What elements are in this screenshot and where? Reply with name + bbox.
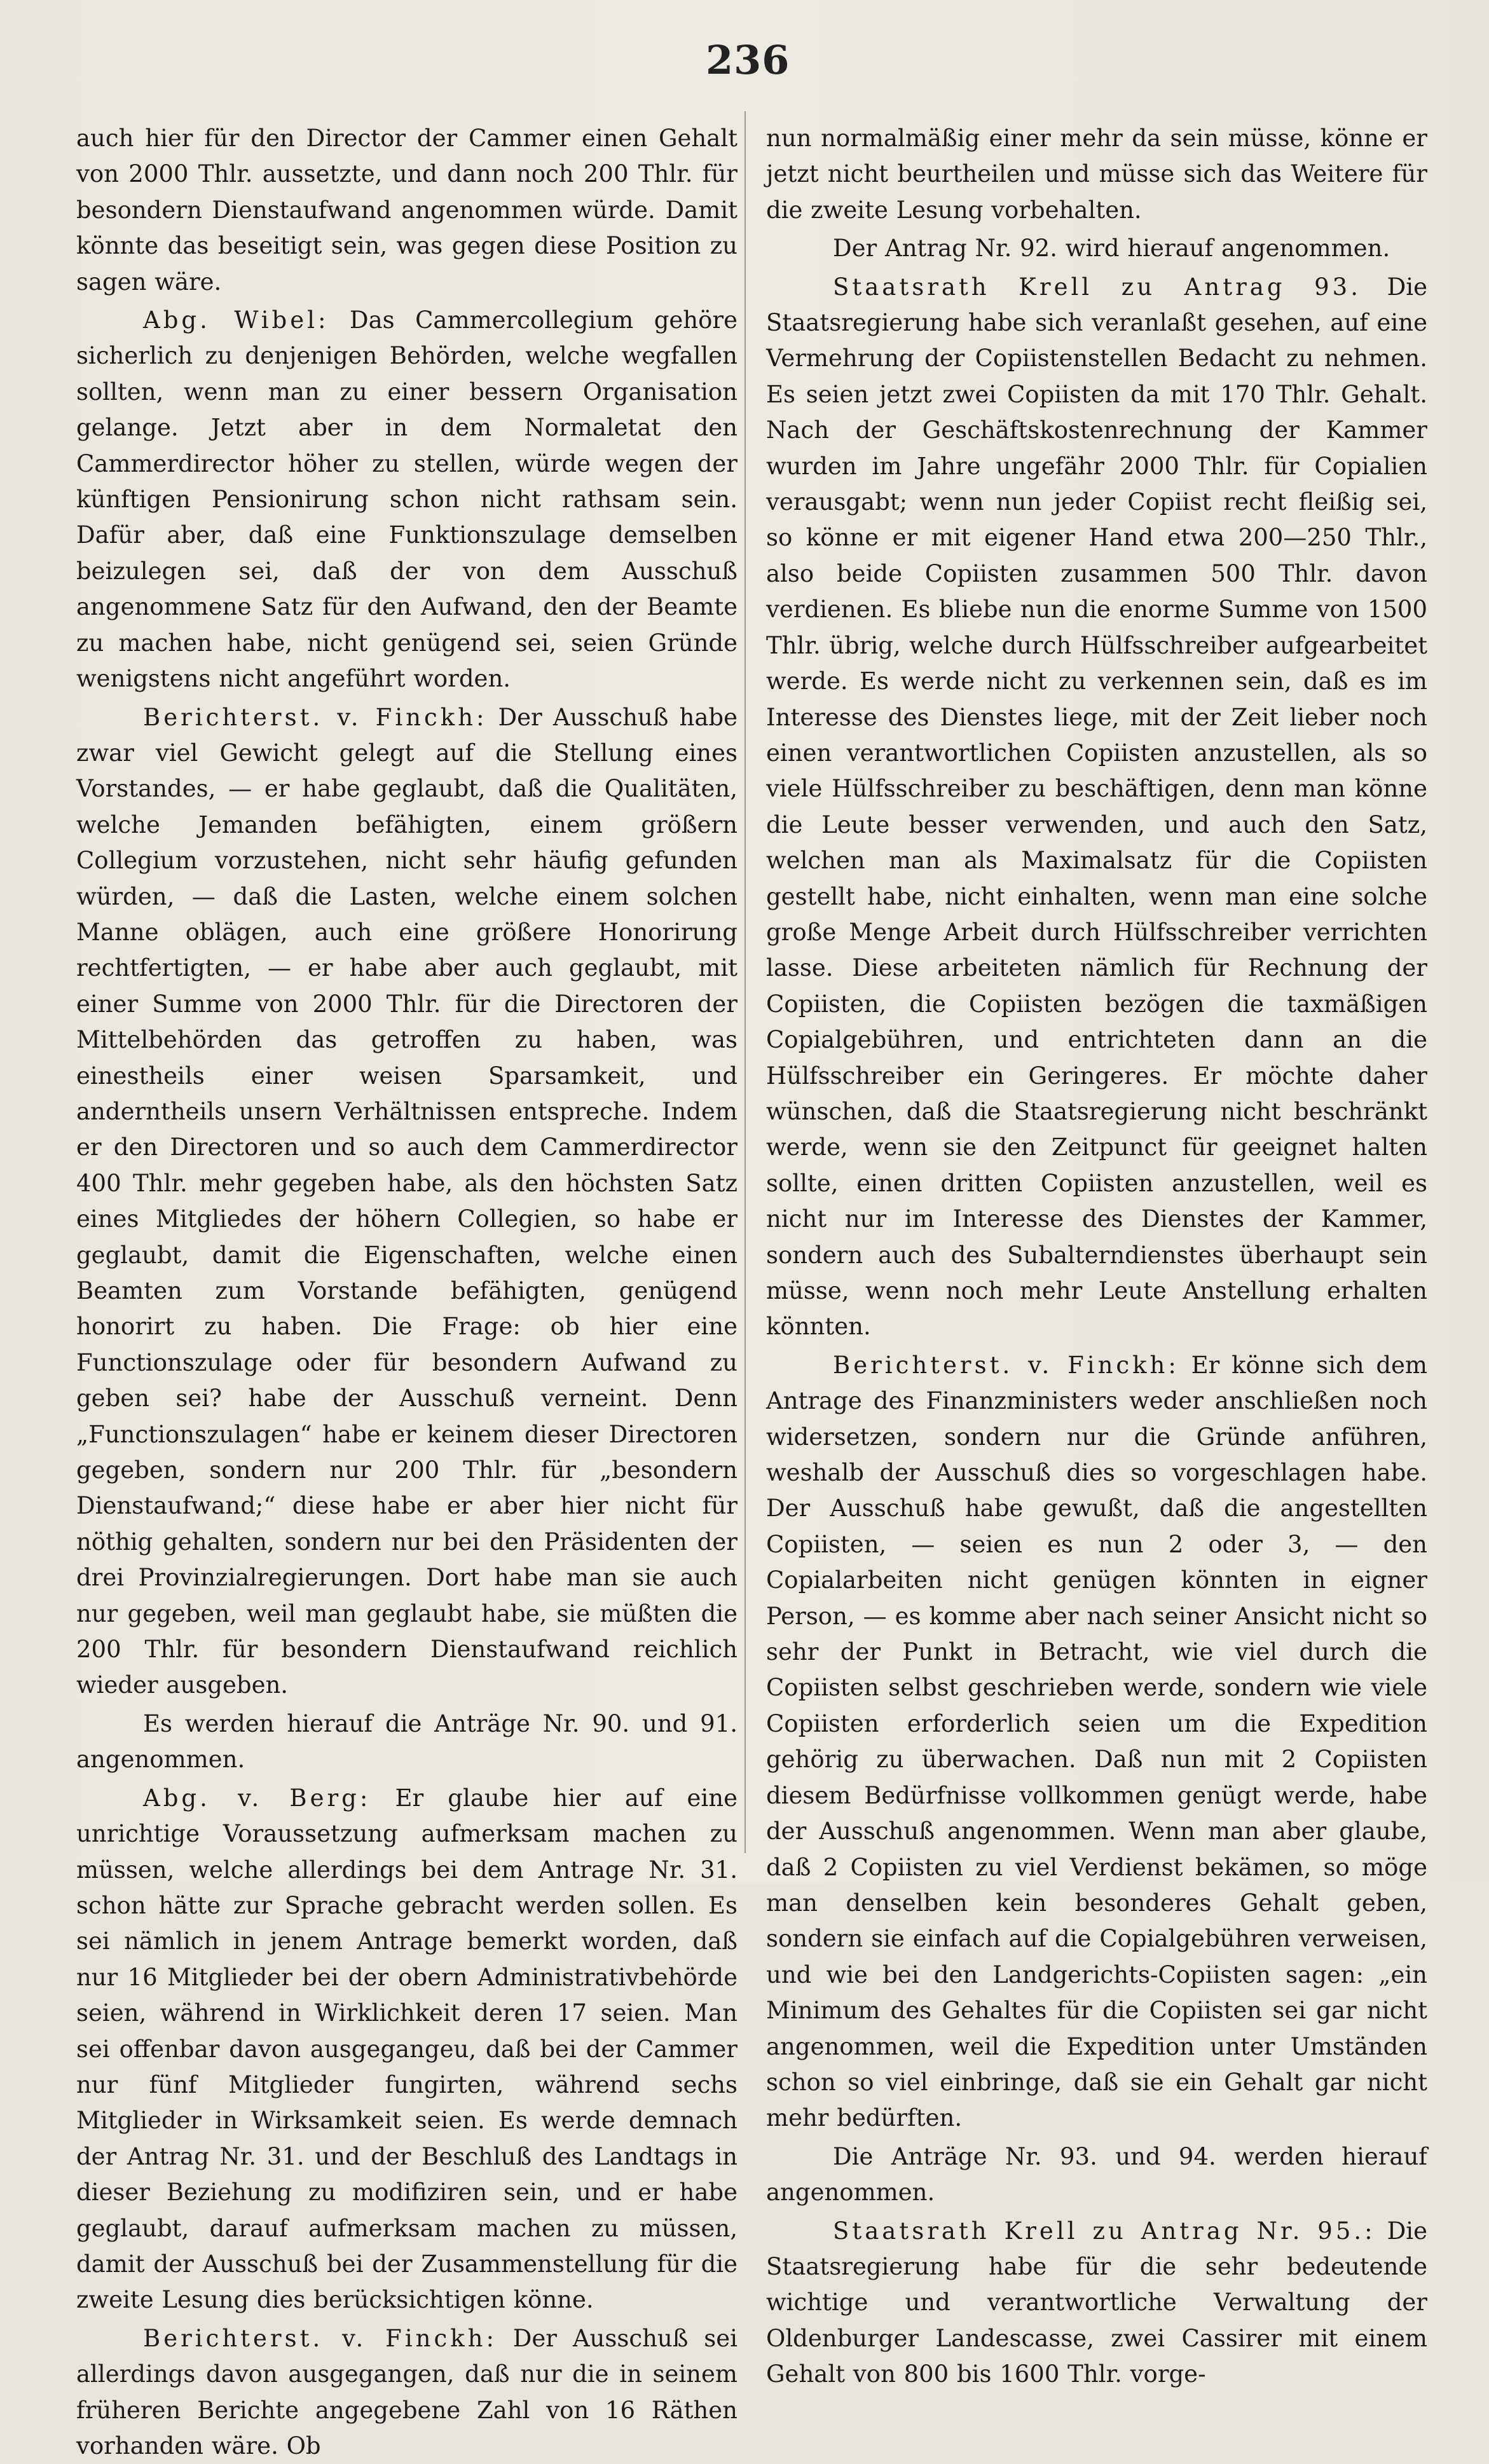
- speaker-name: Staatsrath Krell zu Antrag 93.: [833, 273, 1361, 301]
- paragraph-text: Das Cammercollegium gehöre sicherlich zu denjenigen Behörden, welche wegfallen sollten, wenn man zu einer bessern Organisation gelange. Jetzt aber in dem Normaletat den Cammerdirector höher zu stellen, würde wegen der künftigen Pensionirung schon nicht rathsam sein. Dafür aber, daß eine Funktionszulage demselben beizulegen sei, daß der von dem Ausschuß angenommene Satz für den Aufwand, den der Beamte zu machen habe, nicht genügend sei, seien Gründe wenigstens nicht angeführt worden.: [76, 306, 738, 693]
- paragraph: [766, 270, 1427, 1345]
- paragraph-text: Der Ausschuß sei allerdings davon ausgegangen, daß nur die in seinem früheren Berichte angegebene Zahl von 16 Räthen vorhanden wäre. Ob: [76, 2324, 738, 2460]
- paragraph-text: Er könne sich dem Antrage des Finanzministers weder anschließen noch widersetzen, sondern nur die Gründe anführen, weshalb der Ausschuß dies so vorgeschlagen habe. Der Ausschuß habe gewußt, daß die angestellten Copiisten, — seien es nun 2 oder 3, — den Copialarbeiten nicht genügen könnten in eigner Person, — es komme aber nach seiner Ansicht nicht so sehr der Punkt in Betracht, wie viel durch die Copiisten selbst geschrieben werde, sondern wie viele Copiisten erforderlich seien um die Expedition gehörig zu überwachen. Daß nun mit 2 Copiisten diesem Bedürfnisse vollkommen genügt werde, habe der Ausschuß angenommen. Wenn man aber glaube, daß 2 Copiisten zu viel Verdienst bekämen, so möge man denselben kein besonderes Gehalt geben, sondern sie einfach auf die Copialgebühren verweisen, und wie bei den Landgerichts-Copiisten sagen: „ein Minimum des Gehaltes für die Copiisten sei gar nicht angenommen, weil die Expedition unter Umständen schon so viel einbringe, daß sie ein Gehalt gar nicht mehr bedürften.: [766, 1351, 1427, 2132]
- speaker-name: Abg. Wibel:: [143, 306, 329, 334]
- paragraph: [76, 303, 738, 697]
- paragraph-text: Die Staatsregierung habe sich veranlaßt gesehen, auf eine Vermehrung der Copiistenstellen Bedacht zu nehmen. Es seien jetzt zwei Copiisten da mit 170 Thlr. Gehalt. Nach der Geschäftskostenrechnung der Kammer wurden im Jahre ungefähr 2000 Thlr. für Copialien verausgabt; wenn nun jeder Copiist recht fleißig sei, so könne er mit eigener Hand etwa 200—250 Thlr., also beide Copiisten zusammen 500 Thlr. davon verdienen. Es bliebe nun die enorme Summe von 1500 Thlr. übrig, welche durch Hülfsschreiber aufgearbeitet werde. Es werde nicht zu verkennen sein, daß es im Interesse des Dienstes liege, mit der Zeit lieber noch einen verantwortlichen Copiisten anzustellen, als so viele Hülfsschreiber zu beschäftigen, denn man könne die Leute besser verwenden, und auch den Satz, welchen man als Maximalsatz für die Copiisten gestellt habe, nicht einhalten, wenn man eine solche große Menge Arbeit durch Hülfsschreiber verrichten lasse. Diese arbeiteten nämlich für Rechnung der Copiisten, die Copiisten bezögen die taxmäßigen Copialgebühren, und entrichteten dann an die Hülfsschreiber ein Geringeres. Er möchte daher wünschen, daß die Staatsregierung nicht beschränkt werde, wenn sie den Zeitpunct für geeignet halten sollte, einen dritten Copiisten anzustellen, weil es nicht nur im Interesse des Dienstes der Kammer, sondern auch des Subalterndienstes überhaupt sein müsse, wenn noch mehr Leute Anstellung erhalten könnten.: [766, 273, 1427, 1341]
- paragraph: [766, 2214, 1427, 2393]
- paragraph-text: Die Anträge Nr. 93. und 94. werden hierauf angenommen.: [766, 2142, 1427, 2207]
- paragraph: [766, 231, 1427, 266]
- paragraph-text: auch hier für den Director der Cammer einen Gehalt von 2000 Thlr. aussetzte, und dann noch 200 Thlr. für besondern Dienstaufwand angenommen würde. Damit könnte das beseitigt sein, was gegen diese Position zu sagen wäre.: [76, 125, 738, 296]
- speaker-name: Berichterst. v. Finckh:: [833, 1351, 1179, 1379]
- left-column: [76, 121, 738, 2460]
- paragraph: [76, 1706, 738, 1778]
- speaker-name: Abg. v. Berg:: [143, 1784, 371, 1812]
- right-column: [766, 121, 1428, 2388]
- speaker-name: Staatsrath Krell zu Antrag Nr. 95.:: [833, 2217, 1376, 2245]
- paragraph-text: Der Antrag Nr. 92. wird hierauf angenommen.: [833, 235, 1390, 263]
- paragraph: [766, 2139, 1427, 2211]
- paragraph: [766, 121, 1427, 228]
- speaker-name: Berichterst. v. Finckh:: [143, 703, 488, 731]
- column-divider: [744, 111, 746, 1853]
- paragraph: [76, 1781, 738, 2318]
- paragraph-text: nun normalmäßig einer mehr da sein müsse, könne er jetzt nicht beurtheilen und müsse sich das Weitere für die zweite Lesung vorbehalten.: [766, 125, 1427, 224]
- paragraph: [766, 1348, 1427, 2137]
- paragraph: [76, 121, 738, 300]
- speaker-name: Berichterst. v. Finckh:: [143, 2324, 497, 2352]
- paragraph: [76, 700, 738, 1704]
- paragraph-text: Er glaube hier auf eine unrichtige Voraussetzung aufmerksam machen zu müssen, welche allerdings bei dem Antrage Nr. 31. schon hätte zur Sprache gebracht werden sollen. Es sei nämlich in jenem Antrage bemerkt worden, daß nur 16 Mitglieder bei der obern Administrativbehörde seien, während in Wirklichkeit deren 17 seien. Man sei offenbar davon ausgegangeu, daß bei der Cammer nur fünf Mitglieder fungirten, während sechs Mitglieder in Wirksamkeit seien. Es werde demnach der Antrag Nr. 31. und der Beschluß des Landtags in dieser Beziehung zu modifiziren sein, und er habe geglaubt, darauf aufmerksam machen zu müssen, damit der Ausschuß bei der Zusammenstellung für die zweite Lesung dies berücksichtigen könne.: [76, 1784, 738, 2314]
- paragraph-text: Es werden hierauf die Anträge Nr. 90. und 91. angenommen.: [76, 1709, 738, 1774]
- paragraph-text: Die Staatsregierung habe für die sehr bedeutende wichtige und verantwortliche Verwaltung der Oldenburger Landescasse, zwei Cassirer mit einem Gehalt von 800 bis 1600 Thlr. vorge-: [766, 2217, 1428, 2388]
- paragraph-text: Der Ausschuß habe zwar viel Gewicht gelegt auf die Stellung eines Vorstandes, — er habe geglaubt, daß die Qualitäten, welche Jemanden befähigten, einem größern Collegium vorzustehen, nicht sehr häufig gefunden würden, — daß die Lasten, welche einem solchen Manne oblägen, auch eine größere Honorirung rechtfertigten, — er habe aber auch geglaubt, mit einer Summe von 2000 Thlr. für die Directoren der Mittelbehörden das getroffen zu haben, was einestheils einer weisen Sparsamkeit, und anderntheils unsern Verhältnissen entspreche. Indem er den Directoren und so auch dem Cammerdirector 400 Thlr. mehr gegeben habe, als den höchsten Satz eines Mitgliedes der höhern Collegien, so habe er geglaubt, damit die Eigenschaften, welche einen Beamten zum Vorstande befähigten, genügend honorirt zu haben. Die Frage: ob hier eine Functionszulage oder für besondern Aufwand zu geben sei? habe der Ausschuß verneint. Denn „Functionszulagen“ habe er keinem dieser Directoren gegeben, sondern nur 200 Thlr. für „besondern Dienstaufwand;“ diese habe er aber hier nicht für nöthig gehalten, sondern nur bei den Präsidenten der drei Provinzialregierungen. Dort habe man sie auch nur gegeben, weil man geglaubt habe, sie müßten die 200 Thlr. für besondern Dienstaufwand reichlich wieder ausgeben.: [76, 703, 738, 1699]
- page-number: 236: [706, 37, 790, 83]
- paragraph: [76, 2321, 738, 2464]
